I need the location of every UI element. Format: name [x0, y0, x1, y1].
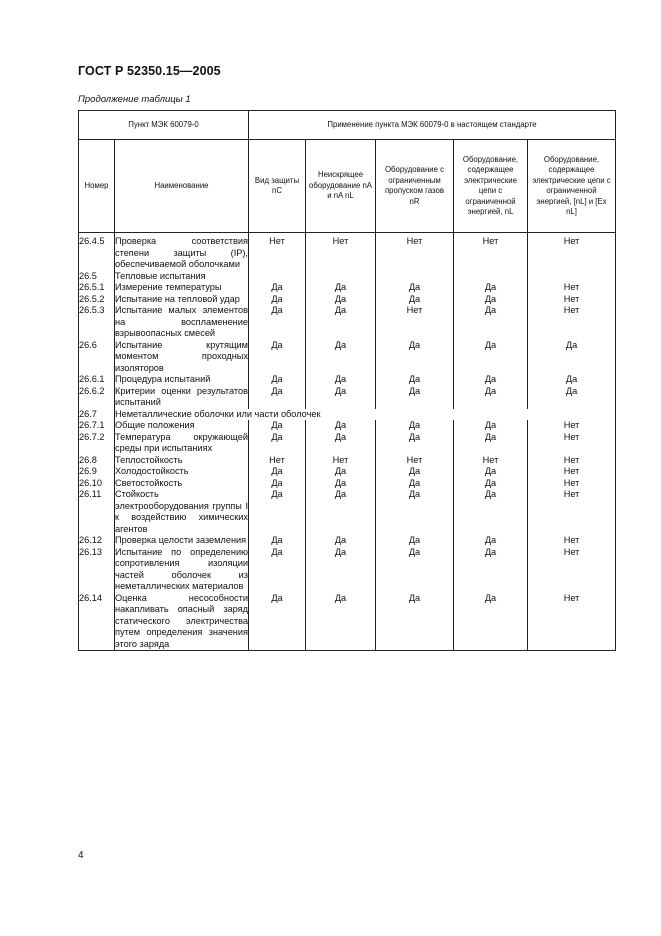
row-value: Да: [376, 466, 454, 478]
table-row: [79, 282, 616, 294]
table-row: [79, 478, 616, 490]
column-header-nl: Оборудование, содержащее электрические цепи с ограниченной энергией, nL: [454, 140, 528, 233]
row-number: 26.8: [79, 455, 115, 467]
row-value: Да: [306, 535, 376, 547]
table-row: [79, 547, 616, 593]
table-row: [79, 233, 616, 271]
table-row: [79, 455, 616, 467]
row-number: 26.6: [79, 340, 115, 375]
row-value: Да: [249, 466, 306, 478]
row-name: Процедура испытаний: [115, 374, 249, 386]
row-name: Светостойкость: [115, 478, 249, 490]
row-value: Да: [249, 489, 306, 535]
row-value: Да: [249, 593, 306, 651]
row-value: Да: [306, 466, 376, 478]
row-name: Оценка несособности накапливать опасный заряд статического электричества путем определения значения этого заряда: [115, 592, 248, 649]
row-value: [249, 271, 306, 283]
row-value: Да: [454, 420, 528, 432]
row-value: Да: [376, 547, 454, 593]
row-value: Да: [249, 282, 306, 294]
row-value: Да: [376, 420, 454, 432]
row-value: Да: [306, 489, 376, 535]
row-number: 26.7.2: [79, 432, 115, 455]
table-body: [79, 233, 616, 651]
row-value: Нет: [306, 233, 376, 271]
column-header-nc: Вид защиты nC: [249, 140, 306, 233]
row-value: Нет: [454, 455, 528, 467]
row-name: Проверка соответствия степени защиты (IP), обеспечиваемой оболочками: [115, 233, 249, 271]
row-value: Нет: [528, 294, 616, 306]
row-name: Стойкость электрооборудования группы I к воздействию химических агентов: [115, 489, 248, 534]
row-value: Да: [306, 478, 376, 490]
row-value: Да: [249, 535, 306, 547]
row-number: 26.6.2: [79, 386, 115, 409]
row-value: Нет: [528, 420, 616, 432]
row-value: Нет: [376, 305, 454, 340]
row-value: Да: [454, 547, 528, 593]
row-value: Да: [454, 305, 528, 340]
row-value: Да: [306, 305, 376, 340]
row-value: Нет: [528, 535, 616, 547]
row-value: Нет: [528, 455, 616, 467]
row-value: Да: [454, 294, 528, 306]
row-value: Да: [249, 478, 306, 490]
row-value: Нет: [528, 547, 616, 593]
table-row: [79, 593, 616, 651]
table-row: [79, 466, 616, 478]
row-value: Да: [249, 386, 306, 409]
row-value: Нет: [528, 432, 616, 455]
row-value: Да: [249, 305, 306, 340]
row-value: Да: [249, 294, 306, 306]
row-value: Да: [528, 340, 616, 375]
row-value: Да: [376, 340, 454, 375]
row-number: 26.9: [79, 466, 115, 478]
row-value: Да: [306, 340, 376, 375]
row-value: Да: [528, 374, 616, 386]
row-name: Неметаллические оболочки или части оболочек: [115, 409, 616, 421]
header-iec-clause: Пункт МЭК 60079-0: [79, 111, 249, 140]
row-value: Да: [306, 282, 376, 294]
column-header-name: Наименование: [115, 140, 249, 233]
table-row: [79, 294, 616, 306]
row-value: Нет: [528, 466, 616, 478]
row-value: Да: [249, 340, 306, 375]
row-value: Да: [454, 466, 528, 478]
row-value: Нет: [376, 455, 454, 467]
row-value: Нет: [528, 489, 616, 535]
row-value: Нет: [528, 593, 616, 651]
row-value: Да: [376, 489, 454, 535]
table-row: [79, 305, 616, 340]
row-number: 26.4.5: [79, 233, 115, 271]
row-name: Температура окружающей среды при испытаниях: [115, 431, 248, 453]
row-number: 26.5.3: [79, 305, 115, 340]
row-value: Да: [376, 374, 454, 386]
header-application: Применение пункта МЭК 60079-0 в настоящем стандарте: [249, 111, 616, 140]
row-value: Да: [376, 535, 454, 547]
row-name: Холодостойкость: [115, 466, 249, 478]
row-value: Да: [376, 386, 454, 409]
row-value: Да: [454, 374, 528, 386]
row-value: Нет: [528, 478, 616, 490]
row-number: 26.7: [79, 409, 115, 421]
row-number: 26.13: [79, 547, 115, 593]
document-code: ГОСТ Р 52350.15—2005: [78, 64, 221, 78]
row-value: Да: [454, 282, 528, 294]
row-name: Измерение температуры: [115, 282, 249, 294]
row-value: Нет: [249, 233, 306, 271]
row-value: Да: [249, 432, 306, 455]
row-value: [376, 271, 454, 283]
requirements-table: [78, 110, 616, 651]
table-row: [79, 374, 616, 386]
row-value: [306, 271, 376, 283]
row-name: Испытание крутящим моментом проходных изоляторов: [115, 339, 248, 373]
row-value: Да: [528, 386, 616, 409]
table-row: [79, 420, 616, 432]
page-number: 4: [78, 850, 84, 861]
table-continuation-caption: Продолжение таблицы 1: [78, 94, 191, 105]
row-number: 26.6.1: [79, 374, 115, 386]
column-header-na: Неискрящее оборудование nA и nA nL: [306, 140, 376, 233]
row-value: Да: [306, 374, 376, 386]
row-name: Испытание по определению сопротивления изоляции частей оболочек из неметаллических материалов: [115, 546, 248, 591]
row-number: 26.5.1: [79, 282, 115, 294]
row-value: Нет: [528, 305, 616, 340]
table-row: [79, 535, 616, 547]
row-number: 26.5: [79, 271, 115, 283]
row-number: 26.12: [79, 535, 115, 547]
row-value: Нет: [528, 233, 616, 271]
row-value: Да: [306, 386, 376, 409]
table-row: [79, 386, 616, 409]
row-value: Да: [376, 432, 454, 455]
row-value: Да: [454, 489, 528, 535]
row-value: Да: [306, 420, 376, 432]
row-value: Да: [454, 478, 528, 490]
row-value: Да: [376, 478, 454, 490]
row-value: Да: [249, 420, 306, 432]
row-value: Да: [249, 374, 306, 386]
row-value: Да: [454, 432, 528, 455]
row-value: Да: [306, 294, 376, 306]
row-value: Да: [306, 432, 376, 455]
row-value: Да: [454, 340, 528, 375]
table-row: [79, 340, 616, 375]
row-number: 26.11: [79, 489, 115, 535]
table-row: [79, 489, 616, 535]
row-number: 26.7.1: [79, 420, 115, 432]
column-header-number: Номер: [79, 140, 115, 233]
column-header-nr: Оборудование с ограниченным пропуском газов nR: [376, 140, 454, 233]
row-name: Критерии оценки результатов испытаний: [115, 385, 248, 407]
row-value: Да: [454, 386, 528, 409]
row-name: Проверка целости заземления: [115, 535, 249, 547]
row-value: Да: [376, 593, 454, 651]
row-value: Нет: [249, 455, 306, 467]
row-value: Да: [306, 547, 376, 593]
table-row: [79, 409, 616, 421]
row-number: 26.10: [79, 478, 115, 490]
row-value: Да: [454, 593, 528, 651]
row-value: Да: [306, 593, 376, 651]
row-number: 26.14: [79, 593, 115, 651]
table-row: [79, 432, 616, 455]
row-value: Нет: [306, 455, 376, 467]
row-value: Нет: [528, 282, 616, 294]
row-value: Да: [376, 294, 454, 306]
row-value: [454, 271, 528, 283]
table-row: [79, 271, 616, 283]
row-name: Тепловые испытания: [115, 271, 249, 283]
row-value: Да: [454, 535, 528, 547]
row-value: Нет: [454, 233, 528, 271]
row-name: Общие положения: [115, 420, 249, 432]
row-number: 26.5.2: [79, 294, 115, 306]
row-value: Да: [376, 282, 454, 294]
column-header-ex-nl: Оборудование, содержащее электрические цепи с ограниченной энергией, [nL] и [Ex nL]: [528, 140, 616, 233]
row-value: Нет: [376, 233, 454, 271]
row-name: Теплостойкость: [115, 455, 249, 467]
row-value: [528, 271, 616, 283]
row-value: Да: [249, 547, 306, 593]
row-name: Испытание на тепловой удар: [115, 294, 249, 306]
row-name: Испытание малых элементов на воспламенение взрывоопасных смесей: [115, 305, 248, 338]
